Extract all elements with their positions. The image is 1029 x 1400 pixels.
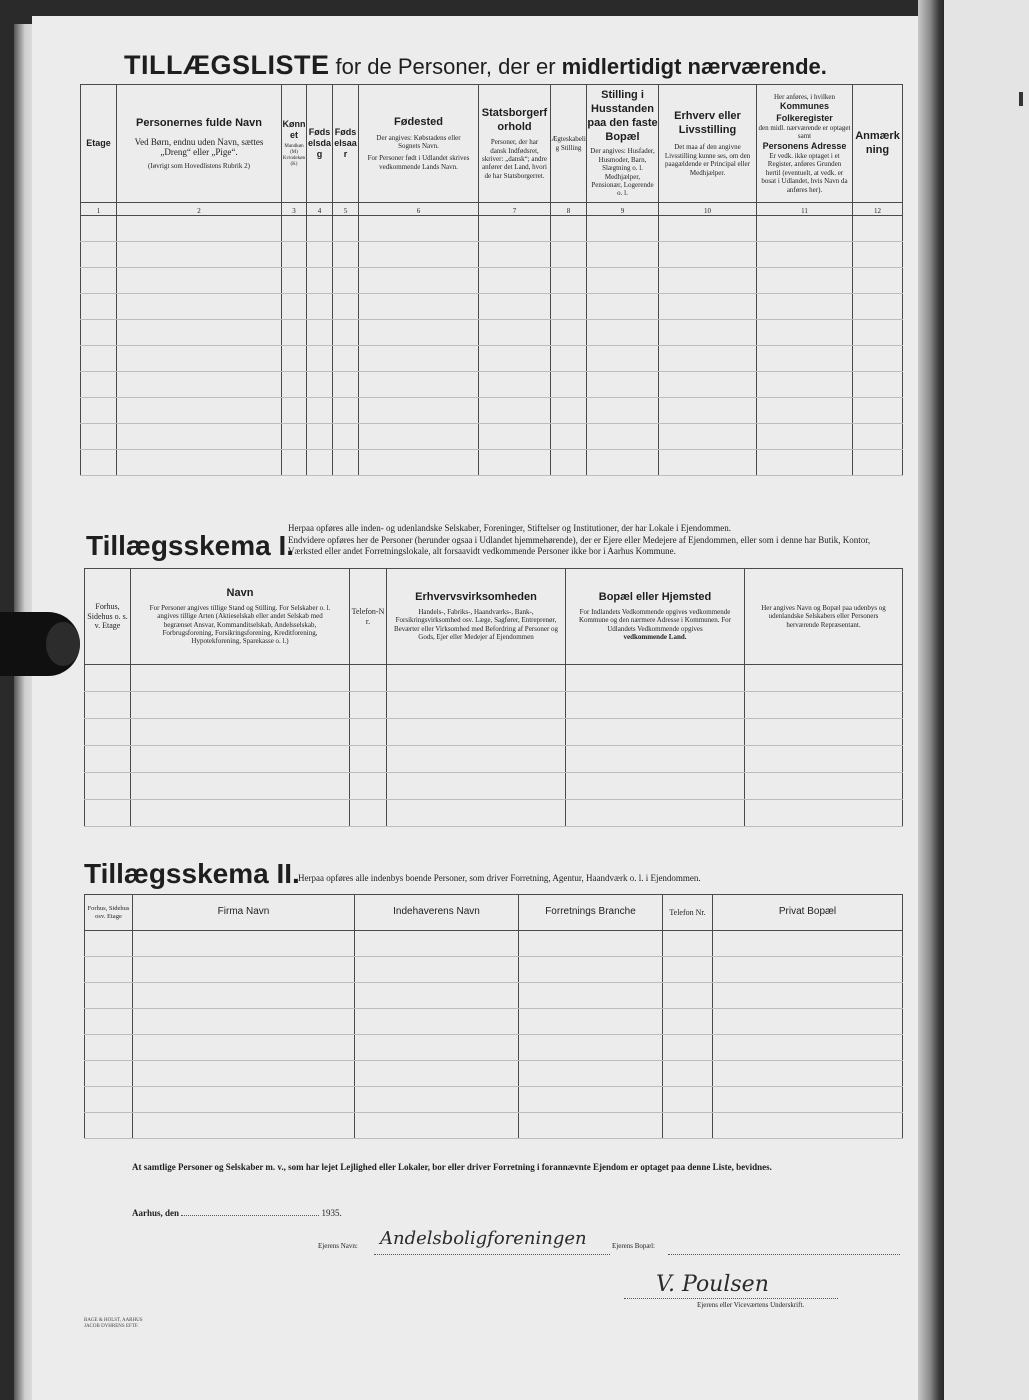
entry-cell[interactable] <box>133 1035 355 1061</box>
entry-cell[interactable] <box>387 746 566 773</box>
entry-cell[interactable] <box>663 957 713 983</box>
entry-cell[interactable] <box>387 773 566 800</box>
entry-cell[interactable] <box>551 346 587 372</box>
table-row <box>85 1087 903 1113</box>
entry-cell[interactable] <box>853 268 903 294</box>
entry-cell[interactable] <box>853 372 903 398</box>
entry-cell[interactable] <box>757 372 853 398</box>
entry-cell[interactable] <box>745 773 903 800</box>
entry-cell[interactable] <box>663 1087 713 1113</box>
entry-cell[interactable] <box>81 398 117 424</box>
entry-cell[interactable] <box>133 957 355 983</box>
col-gender-header: Kønnet Mandkøn (M) Kvindekøn (K) <box>282 85 307 203</box>
entry-cell[interactable] <box>355 983 519 1009</box>
entry-cell[interactable] <box>355 1009 519 1035</box>
col-occupation-header: Erhverv eller Livsstilling Det maa af den angivne Livsstilling kunne ses, om den paagældende er Principal eller Medhjælper. <box>659 85 757 203</box>
signature-field[interactable] <box>624 1298 838 1299</box>
entry-cell[interactable] <box>350 800 387 827</box>
entry-cell[interactable] <box>387 665 566 692</box>
entry-cell[interactable] <box>133 1113 355 1139</box>
entry-cell[interactable] <box>587 268 659 294</box>
owner-name-handwriting: Andelsboligforeningen <box>380 1228 587 1249</box>
entry-cell[interactable] <box>81 320 117 346</box>
col-etage-header: Etage <box>81 85 117 203</box>
entry-cell[interactable] <box>85 800 131 827</box>
entry-cell[interactable] <box>745 719 903 746</box>
table-row <box>85 665 903 692</box>
entry-cell[interactable] <box>479 242 551 268</box>
entry-cell[interactable] <box>85 1009 133 1035</box>
entry-cell[interactable] <box>282 450 307 476</box>
column-number: 3 <box>282 203 307 216</box>
entry-cell[interactable] <box>117 268 282 294</box>
entry-cell[interactable] <box>81 242 117 268</box>
next-page-edge <box>944 0 1029 1400</box>
column-number: 12 <box>853 203 903 216</box>
entry-cell[interactable] <box>355 957 519 983</box>
entry-cell[interactable] <box>85 665 131 692</box>
entry-cell[interactable] <box>566 665 745 692</box>
entry-cell[interactable] <box>663 931 713 957</box>
entry-cell[interactable] <box>659 320 757 346</box>
entry-cell[interactable] <box>713 931 903 957</box>
page-title <box>124 50 827 81</box>
owner-name-label: Ejerens Navn: <box>318 1242 358 1250</box>
signature-handwriting: V. Poulsen <box>656 1272 769 1297</box>
entry-cell[interactable] <box>85 957 133 983</box>
entry-cell[interactable] <box>282 242 307 268</box>
entry-cell[interactable] <box>713 1113 903 1139</box>
entry-cell[interactable] <box>479 216 551 242</box>
entry-cell[interactable] <box>81 372 117 398</box>
entry-cell[interactable] <box>853 450 903 476</box>
entry-cell[interactable] <box>757 346 853 372</box>
entry-cell[interactable] <box>131 773 350 800</box>
entry-cell[interactable] <box>551 242 587 268</box>
entry-cell[interactable] <box>333 242 359 268</box>
printer-mark: BAGE & HOLST, AARHUS JACOB DYHRENS EFTF. <box>84 1318 143 1329</box>
entry-cell[interactable] <box>85 1087 133 1113</box>
entry-cell[interactable] <box>131 692 350 719</box>
entry-cell[interactable] <box>131 746 350 773</box>
owner-address-field[interactable] <box>668 1244 900 1255</box>
entry-cell[interactable] <box>85 1061 133 1087</box>
entry-cell[interactable] <box>85 773 131 800</box>
entry-cell[interactable] <box>359 294 479 320</box>
entry-cell[interactable] <box>587 372 659 398</box>
entry-cell[interactable] <box>587 424 659 450</box>
entry-cell[interactable] <box>333 294 359 320</box>
main-register-table <box>80 84 903 476</box>
entry-cell[interactable] <box>519 1009 663 1035</box>
title-end: midlertidigt nærværende. <box>561 54 827 79</box>
entry-cell[interactable] <box>81 450 117 476</box>
table-row <box>85 983 903 1009</box>
entry-cell[interactable] <box>853 294 903 320</box>
s1-col-residence-header: Bopæl eller Hjemsted For Indlandets Vedkommende opgives vedkommende Kommune og den nærmere Adresse i Kommunen. For Udlandets Vedkommende opgives vedkommende Land. <box>566 569 745 665</box>
table-row <box>81 372 903 398</box>
entry-cell[interactable] <box>307 242 333 268</box>
entry-cell[interactable] <box>551 320 587 346</box>
entry-cell[interactable] <box>282 268 307 294</box>
entry-cell[interactable] <box>566 746 745 773</box>
entry-cell[interactable] <box>479 294 551 320</box>
entry-cell[interactable] <box>853 424 903 450</box>
table-row <box>85 1009 903 1035</box>
entry-cell[interactable] <box>350 665 387 692</box>
entry-cell[interactable] <box>333 268 359 294</box>
entry-cell[interactable] <box>350 773 387 800</box>
s2-col-owner-header: Indehaverens Navn <box>355 895 519 931</box>
col-name-header: Personernes fulde Navn Ved Børn, endnu uden Navn, sættes „Dreng“ eller „Pige“. (Iøvrigt som Hovedlistens Rubrik 2) <box>117 85 282 203</box>
table-row <box>85 773 903 800</box>
entry-cell[interactable] <box>81 216 117 242</box>
entry-cell[interactable] <box>713 1087 903 1113</box>
entry-cell[interactable] <box>659 424 757 450</box>
entry-cell[interactable] <box>81 294 117 320</box>
entry-cell[interactable] <box>519 1087 663 1113</box>
column-number-row <box>81 203 903 216</box>
entry-cell[interactable] <box>359 372 479 398</box>
entry-cell[interactable] <box>85 719 131 746</box>
entry-cell[interactable] <box>307 424 333 450</box>
entry-cell[interactable] <box>359 216 479 242</box>
entry-cell[interactable] <box>587 294 659 320</box>
attestation-statement: At samtlige Personer og Selskaber m. v., som har lejet Lejlighed eller Lokaler, bor eller driver Forretning i forannævnte Ejendom er optaget paa denne Liste, bevidnes. <box>132 1162 772 1172</box>
entry-cell[interactable] <box>757 398 853 424</box>
entry-cell[interactable] <box>133 1009 355 1035</box>
entry-cell[interactable] <box>131 719 350 746</box>
year-label: 1935. <box>321 1208 342 1218</box>
entry-cell[interactable] <box>117 450 282 476</box>
col-birthday-header: Fødselsdag <box>307 85 333 203</box>
entry-cell[interactable] <box>117 320 282 346</box>
entry-cell[interactable] <box>359 424 479 450</box>
s2-col-firm-header: Firma Navn <box>133 895 355 931</box>
entry-cell[interactable] <box>659 398 757 424</box>
entry-cell[interactable] <box>117 216 282 242</box>
entry-cell[interactable] <box>133 1087 355 1113</box>
entry-cell[interactable] <box>663 983 713 1009</box>
entry-cell[interactable] <box>387 719 566 746</box>
schema1-desc-line2: Endvidere opføres her de Personer (herunder ogsaa i Udlandet hjemmehørende), der er Ejere eller Medejere af Ejendommen, eller som i denne har Butik, Kontor, Værksted eller andet Forretningslokale, alt forsaavidt vedkommende Personer ikke bor i Aarhus Kommune. <box>288 534 871 557</box>
entry-cell[interactable] <box>663 1113 713 1139</box>
table-row <box>85 746 903 773</box>
entry-cell[interactable] <box>117 372 282 398</box>
signature-label: Ejerens eller Viceværtens Underskrift. <box>697 1301 805 1309</box>
entry-cell[interactable] <box>659 372 757 398</box>
entry-cell[interactable] <box>519 983 663 1009</box>
entry-cell[interactable] <box>713 1035 903 1061</box>
entry-cell[interactable] <box>551 398 587 424</box>
s1-col-phone-header: Telefon-Nr. <box>350 569 387 665</box>
entry-cell[interactable] <box>81 268 117 294</box>
table-row <box>85 1061 903 1087</box>
schema2-title: Tillægsskema II. <box>84 858 300 889</box>
entry-cell[interactable] <box>757 268 853 294</box>
title-middle: for de Personer, der er <box>335 54 556 79</box>
entry-cell[interactable] <box>307 398 333 424</box>
entry-cell[interactable] <box>551 294 587 320</box>
entry-cell[interactable] <box>282 398 307 424</box>
entry-cell[interactable] <box>566 800 745 827</box>
entry-cell[interactable] <box>757 424 853 450</box>
entry-cell[interactable] <box>519 931 663 957</box>
table-row <box>81 320 903 346</box>
entry-cell[interactable] <box>355 1087 519 1113</box>
entry-cell[interactable] <box>133 931 355 957</box>
column-number: 6 <box>359 203 479 216</box>
entry-cell[interactable] <box>85 1113 133 1139</box>
table-row <box>85 692 903 719</box>
table-row <box>81 242 903 268</box>
entry-cell[interactable] <box>355 931 519 957</box>
entry-cell[interactable] <box>387 692 566 719</box>
s1-col-name-header: Navn For Personer angives tillige Stand og Stilling. For Selskaber o. l. angives tillige Arten (Aktieselskab eller andet Selskab med begrænset Ansvar, Kommanditselskab, Andelsselskab, Forbrugsforening, Forsikringsforening, Kreditforening, Hypotekforening, Sparekasse o. l.) <box>131 569 350 665</box>
entry-cell[interactable] <box>757 320 853 346</box>
entry-cell[interactable] <box>551 424 587 450</box>
schema1-desc-line1: Herpaa opføres alle inden- og udenlandske Selskaber, Foreninger, Stiftelser og Institutioner, der har Lokale i Ejendommen. <box>288 523 732 533</box>
entry-cell[interactable] <box>307 216 333 242</box>
entry-cell[interactable] <box>307 268 333 294</box>
entry-cell[interactable] <box>853 216 903 242</box>
entry-cell[interactable] <box>551 372 587 398</box>
table-row <box>81 268 903 294</box>
entry-cell[interactable] <box>853 398 903 424</box>
table-row <box>81 216 903 242</box>
entry-cell[interactable] <box>117 398 282 424</box>
column-number: 7 <box>479 203 551 216</box>
entry-cell[interactable] <box>282 294 307 320</box>
entry-cell[interactable] <box>307 294 333 320</box>
holding-thumb <box>0 612 80 676</box>
col-birthplace-header: Fødested Der angives: Købstadens eller Sognets Navn. For Personer født i Udlandet skrives vedkommende Lands Navn. <box>359 85 479 203</box>
entry-cell[interactable] <box>713 983 903 1009</box>
entry-cell[interactable] <box>587 320 659 346</box>
schema1-table <box>84 568 903 827</box>
entry-cell[interactable] <box>853 242 903 268</box>
entry-cell[interactable] <box>566 773 745 800</box>
entry-cell[interactable] <box>757 216 853 242</box>
s1-col-etage-header: Forhus, Sidehus o. s. v. Etage <box>85 569 131 665</box>
schema1-title: Tillægsskema I. <box>86 530 295 561</box>
entry-cell[interactable] <box>659 216 757 242</box>
entry-cell[interactable] <box>757 450 853 476</box>
entry-cell[interactable] <box>333 216 359 242</box>
entry-cell[interactable] <box>282 216 307 242</box>
entry-cell[interactable] <box>387 800 566 827</box>
entry-cell[interactable] <box>587 398 659 424</box>
s1-col-business-header: Erhvervsvirksomheden Handels-, Fabriks-, Haandværks-, Bank-, Forsikringsvirksomhed osv. Læge, Sagfører, Entreprenør, Beværter eller Virksomhed med Befordring af Personer og Gods, Ejer eller Medejer af Ejendommen <box>387 569 566 665</box>
entry-cell[interactable] <box>519 957 663 983</box>
table-row <box>85 1035 903 1061</box>
entry-cell[interactable] <box>355 1113 519 1139</box>
entry-cell[interactable] <box>307 450 333 476</box>
entry-cell[interactable] <box>479 398 551 424</box>
entry-cell[interactable] <box>359 268 479 294</box>
entry-cell[interactable] <box>359 398 479 424</box>
table-row <box>85 957 903 983</box>
entry-cell[interactable] <box>519 1113 663 1139</box>
entry-cell[interactable] <box>659 294 757 320</box>
s2-col-phone-header: Telefon Nr. <box>663 895 713 931</box>
entry-cell[interactable] <box>282 320 307 346</box>
entry-cell[interactable] <box>333 346 359 372</box>
entry-cell[interactable] <box>479 424 551 450</box>
entry-cell[interactable] <box>85 983 133 1009</box>
entry-cell[interactable] <box>519 1035 663 1061</box>
entry-cell[interactable] <box>131 665 350 692</box>
entry-cell[interactable] <box>131 800 350 827</box>
entry-cell[interactable] <box>757 242 853 268</box>
entry-cell[interactable] <box>117 242 282 268</box>
entry-cell[interactable] <box>85 692 131 719</box>
s2-col-etage-header: Forhus, Sidehus osv. Etage <box>85 895 133 931</box>
entry-cell[interactable] <box>745 692 903 719</box>
date-line <box>132 1208 342 1218</box>
entry-cell[interactable] <box>307 346 333 372</box>
entry-cell[interactable] <box>355 1061 519 1087</box>
column-number: 5 <box>333 203 359 216</box>
entry-cell[interactable] <box>85 746 131 773</box>
entry-cell[interactable] <box>566 719 745 746</box>
schema2-table <box>84 894 903 1139</box>
column-number: 10 <box>659 203 757 216</box>
entry-cell[interactable] <box>479 372 551 398</box>
entry-cell[interactable] <box>85 931 133 957</box>
entry-cell[interactable] <box>659 268 757 294</box>
column-number: 2 <box>117 203 282 216</box>
entry-cell[interactable] <box>713 1061 903 1087</box>
entry-cell[interactable] <box>117 424 282 450</box>
entry-cell[interactable] <box>359 242 479 268</box>
entry-cell[interactable] <box>479 450 551 476</box>
entry-cell[interactable] <box>587 216 659 242</box>
col-register-header: Her anføres, i hvilken Kommunes Folkeregister den midl. nærværende er optaget samt Personens Adresse Er vedk. ikke optaget i et Register, anføres Grunden hertil (eventuelt, at vedk. er bosat i Udlandet, hvis Navn da anføres her). <box>757 85 853 203</box>
entry-cell[interactable] <box>713 1009 903 1035</box>
entry-cell[interactable] <box>333 424 359 450</box>
entry-cell[interactable] <box>566 692 745 719</box>
entry-cell[interactable] <box>713 957 903 983</box>
entry-cell[interactable] <box>333 372 359 398</box>
table-row <box>85 719 903 746</box>
entry-cell[interactable] <box>663 1035 713 1061</box>
entry-cell[interactable] <box>587 242 659 268</box>
entry-cell[interactable] <box>282 424 307 450</box>
entry-cell[interactable] <box>81 346 117 372</box>
col-citizenship-header: Statsborgerforhold Personer, der har dansk Indfødsret, skriver: „dansk“; andre anfører det Land, hvori de har Statsborgerret. <box>479 85 551 203</box>
entry-cell[interactable] <box>133 1061 355 1087</box>
table-row <box>81 450 903 476</box>
date-field[interactable] <box>181 1215 319 1216</box>
entry-cell[interactable] <box>745 665 903 692</box>
entry-cell[interactable] <box>519 1061 663 1087</box>
column-number: 1 <box>81 203 117 216</box>
table-row <box>85 800 903 827</box>
col-household-header: Stilling i Husstanden paa den faste Bopæl Der angives: Husfader, Husmoder, Barn, Slægtning o. l. Medhjælper, Pensionær, Logerende o. l. <box>587 85 659 203</box>
entry-cell[interactable] <box>355 1035 519 1061</box>
entry-cell[interactable] <box>659 242 757 268</box>
col-marital-header: Ægteskabelig Stilling <box>551 85 587 203</box>
entry-cell[interactable] <box>745 746 903 773</box>
entry-cell[interactable] <box>853 346 903 372</box>
entry-cell[interactable] <box>333 320 359 346</box>
entry-cell[interactable] <box>359 450 479 476</box>
column-number: 4 <box>307 203 333 216</box>
col-birthyear-header: Fødselsaar <box>333 85 359 203</box>
entry-cell[interactable] <box>307 320 333 346</box>
entry-cell[interactable] <box>117 346 282 372</box>
entry-cell[interactable] <box>663 1009 713 1035</box>
table-row <box>81 346 903 372</box>
entry-cell[interactable] <box>479 320 551 346</box>
entry-cell[interactable] <box>479 346 551 372</box>
column-number: 9 <box>587 203 659 216</box>
table-row <box>81 294 903 320</box>
entry-cell[interactable] <box>587 346 659 372</box>
entry-cell[interactable] <box>85 1035 133 1061</box>
entry-cell[interactable] <box>745 800 903 827</box>
table-row <box>85 1113 903 1139</box>
entry-cell[interactable] <box>333 450 359 476</box>
column-number: 11 <box>757 203 853 216</box>
entry-cell[interactable] <box>350 692 387 719</box>
title-main: TILLÆGSLISTE <box>124 50 330 80</box>
entry-cell[interactable] <box>350 746 387 773</box>
entry-cell[interactable] <box>282 346 307 372</box>
entry-cell[interactable] <box>359 346 479 372</box>
entry-cell[interactable] <box>757 294 853 320</box>
entry-cell[interactable] <box>307 372 333 398</box>
entry-cell[interactable] <box>659 346 757 372</box>
schema1-description <box>288 523 898 558</box>
entry-cell[interactable] <box>659 450 757 476</box>
s2-col-address-header: Privat Bopæl <box>713 895 903 931</box>
entry-cell[interactable] <box>663 1061 713 1087</box>
entry-cell[interactable] <box>133 983 355 1009</box>
entry-cell[interactable] <box>333 398 359 424</box>
owner-address-label: Ejerens Bopæl: <box>612 1242 655 1250</box>
entry-cell[interactable] <box>551 268 587 294</box>
entry-cell[interactable] <box>359 320 479 346</box>
s2-col-branch-header: Forretnings Branche <box>519 895 663 931</box>
schema2-description: Herpaa opføres alle indenbys boende Personer, som driver Forretning, Agentur, Haandværk o. l. i Ejendommen. <box>298 873 701 883</box>
entry-cell[interactable] <box>350 719 387 746</box>
entry-cell[interactable] <box>853 320 903 346</box>
table-row <box>81 398 903 424</box>
entry-cell[interactable] <box>551 216 587 242</box>
entry-cell[interactable] <box>551 450 587 476</box>
entry-cell[interactable] <box>81 424 117 450</box>
entry-cell[interactable] <box>282 372 307 398</box>
city-label: Aarhus, den <box>132 1208 180 1218</box>
col-remark-header: Anmærkning <box>853 85 903 203</box>
entry-cell[interactable] <box>479 268 551 294</box>
entry-cell[interactable] <box>587 450 659 476</box>
column-number: 8 <box>551 203 587 216</box>
s1-col-representative-header: Her angives Navn og Bopæl paa udenbys og udenlandske Selskabers eller Personers herværende Repræsentant. <box>745 569 903 665</box>
table-row <box>85 931 903 957</box>
entry-cell[interactable] <box>117 294 282 320</box>
table-row <box>81 424 903 450</box>
